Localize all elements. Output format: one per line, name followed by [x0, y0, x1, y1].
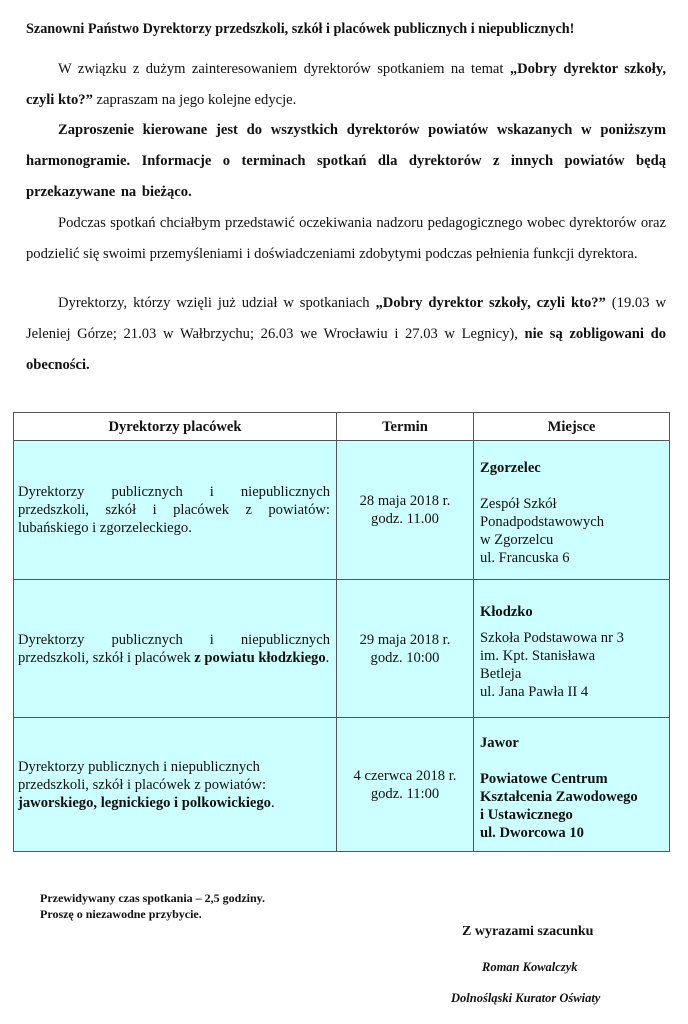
- address-line: Ponadpodstawowych: [480, 514, 605, 530]
- meeting-time: godz. 11:00: [370, 785, 440, 802]
- directors-text: Dyrektorzy publicznych i niepublicznych przedszkoli, szkół i placówek z powiatów: lubańskiego i zgorzeleckiego.: [18, 484, 330, 536]
- attendance-request: Proszę o niezawodne przybycie.: [40, 907, 202, 921]
- paragraph-text: (19.03 w Jeleniej Górze; 21.03 w Wałbrzychu; 26.03 we Wrocławiu i 27.03 w Legnicy),: [26, 295, 666, 342]
- meeting-time: godz. 10:00: [370, 649, 440, 666]
- schedule-table: [13, 412, 670, 852]
- meeting-topic: „Dobry dyrektor szkoły, czyli kto?”: [26, 61, 666, 108]
- greeting: Szanowni Państwo Dyrektorzy przedszkoli, szkół i placówek publicznych i niepublicznych!: [26, 21, 575, 37]
- city-name: Zgorzelec: [480, 460, 541, 476]
- header-place: Miejsce: [474, 413, 670, 441]
- paragraph-text: zapraszam na jego kolejne edycje.: [92, 92, 297, 108]
- paragraph-text: Dyrektorzy, którzy wzięli już udział w spotkaniach: [58, 295, 376, 311]
- place-cell: [474, 718, 670, 852]
- date-cell: [337, 441, 474, 580]
- date-cell: [337, 580, 474, 718]
- address-line: Kształcenia Zawodowego: [480, 788, 638, 805]
- directors-text-end: .: [270, 794, 275, 811]
- closing-phrase: Z wyrazami szacunku: [462, 924, 594, 939]
- directors-text: Dyrektorzy publicznych i niepublicznych przedszkoli, szkół i placówek z powiatów:: [18, 758, 267, 793]
- meeting-notes: [40, 890, 265, 922]
- meeting-date: 28 maja 2018 r.: [359, 493, 451, 509]
- header-directors: Dyrektorzy placówek: [14, 413, 337, 441]
- table-header-row: [14, 413, 670, 441]
- spacer: [480, 621, 665, 629]
- table-row: [14, 718, 670, 852]
- table-row: [14, 441, 670, 580]
- header-date: Termin: [337, 413, 474, 441]
- meeting-date: 29 maja 2018 r.: [359, 631, 451, 648]
- place-cell: [474, 441, 670, 580]
- directors-cell: [14, 441, 337, 580]
- spacer: [480, 752, 665, 770]
- address-line: im. Kpt. Stanisława: [480, 647, 596, 664]
- directors-text: Dyrektorzy publicznych i niepublicznych przedszkoli, szkół i placówek: [18, 631, 330, 666]
- duration-note: Przewidywany czas spotkania – 2,5 godziny.: [40, 891, 266, 905]
- paragraph-purpose: Podczas spotkań chciałbym przedstawić oczekiwania nadzoru pedagogicznego wobec dyrektorów oraz podzielić się swoimi przemyśleniami i doświadczeniami zdobytymi podczas pełnienia funkcji dyrektora.: [26, 215, 666, 262]
- city-name: Kłodzko: [480, 603, 533, 620]
- directors-cell: [14, 718, 337, 852]
- place-cell: [474, 580, 670, 718]
- signer-title: Dolnośląski Kurator Oświaty: [451, 991, 601, 1005]
- meeting-date: 4 czerwca 2018 r.: [353, 767, 457, 784]
- date-cell: [337, 718, 474, 852]
- signer-name: Roman Kowalczyk: [482, 960, 578, 974]
- address-line: i Ustawicznego: [480, 806, 573, 823]
- paragraph-audience: Zaproszenie kierowane jest do wszystkich dyrektorów powiatów wskazanych w poniższym harmonogramie. Informacje o terminach spotkań dla dyrektorów z innych powiatów będą przekazywane na bieżąco.: [26, 122, 666, 200]
- address-line: ul. Dworcowa 10: [480, 824, 584, 841]
- spacer: [480, 477, 665, 495]
- meeting-time: godz. 11.00: [371, 511, 439, 527]
- address-line: ul. Jana Pawła II 4: [480, 683, 589, 700]
- paragraph-invitation: [26, 54, 666, 116]
- city-name: Jawor: [480, 734, 519, 751]
- paragraph-text: W związku z dużym zainteresowaniem dyrektorów spotkaniem na temat: [58, 61, 510, 77]
- address-line: w Zgorzelcu: [480, 532, 554, 548]
- address-line: ul. Francuska 6: [480, 550, 570, 566]
- address-line: Szkoła Podstawowa nr 3: [480, 629, 624, 646]
- districts-bold: z powiatu kłodzkiego: [194, 649, 326, 666]
- address-line: Betleja: [480, 665, 522, 682]
- directors-cell: [14, 580, 337, 718]
- address-line: Zespół Szkół: [480, 496, 557, 512]
- paragraph-previous-attendees: [26, 288, 666, 381]
- directors-text-end: .: [325, 649, 330, 666]
- meeting-topic: „Dobry dyrektor szkoły, czyli kto?”: [375, 295, 606, 311]
- address-line: Powiatowe Centrum: [480, 770, 608, 787]
- attendance-exemption: nie są zobligowani do obecności.: [26, 326, 666, 373]
- districts-bold: jaworskiego, legnickiego i polkowickiego: [18, 794, 271, 811]
- table-row: [14, 580, 670, 718]
